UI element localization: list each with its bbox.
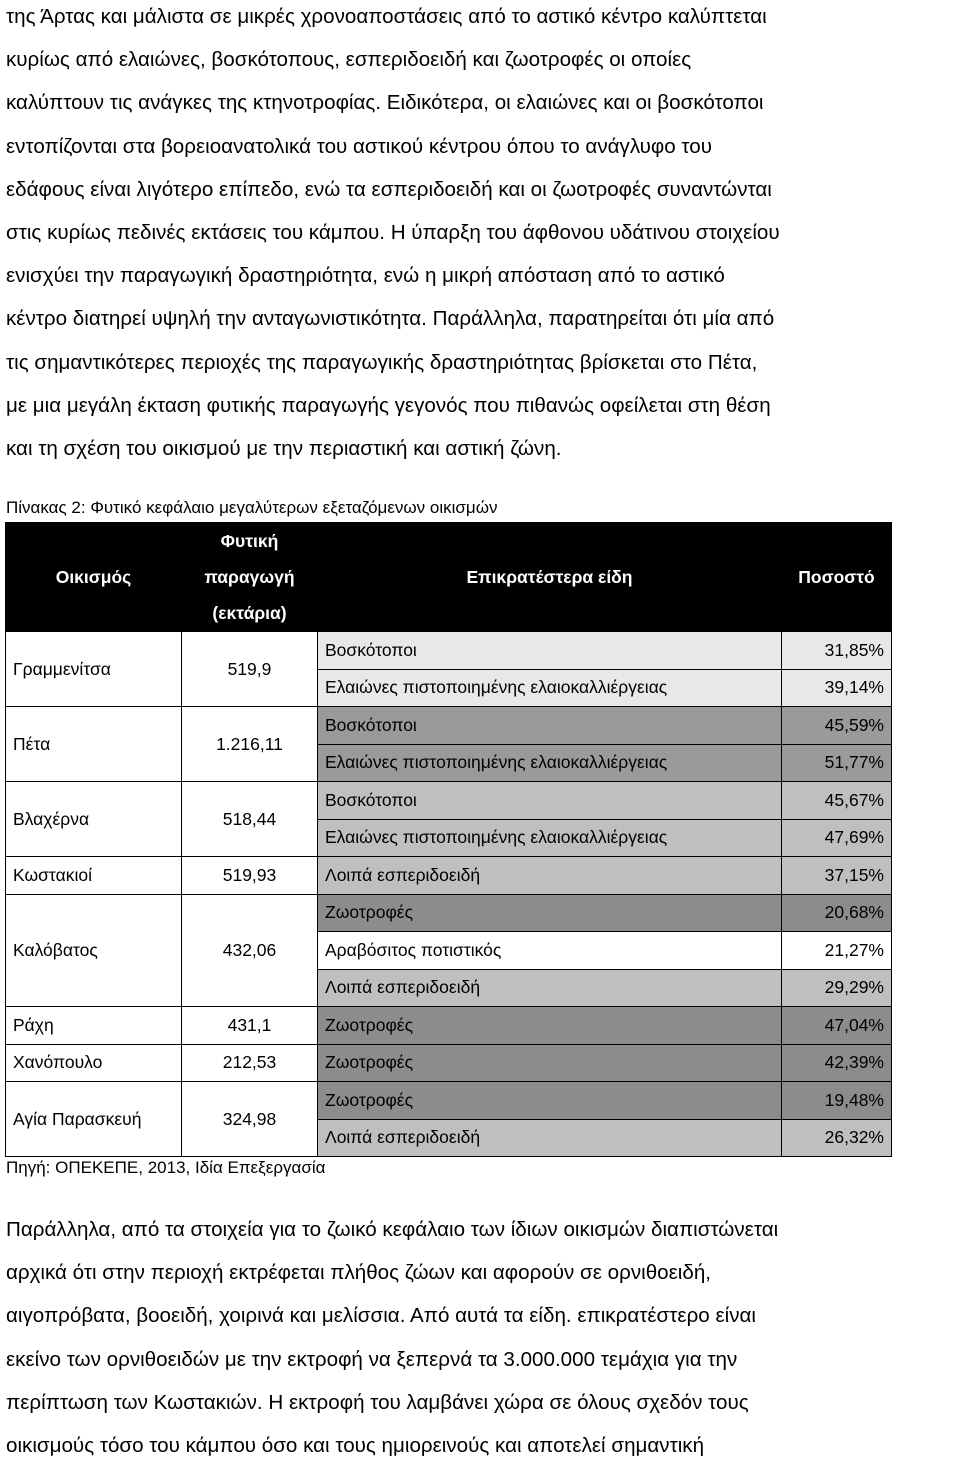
text-line: και τη σχέση του οικισμού με την περιαστική και αστική ζώνη. bbox=[6, 437, 562, 461]
text-line: καλύπτουν τις ανάγκες της κτηνοτροφίας. Ειδικότερα, οι ελαιώνες και οι βοσκότοποι bbox=[6, 91, 764, 115]
area-cell: 324,98 bbox=[182, 1082, 318, 1157]
text-line: αρχικά ότι στην περιοχή εκτρέφεται πλήθος ζώων και αφορούν σε ορνιθοειδή, bbox=[6, 1261, 711, 1285]
intro-paragraph bbox=[6, 0, 960, 470]
area-cell: 518,44 bbox=[182, 782, 318, 857]
area-cell: 519,9 bbox=[182, 632, 318, 707]
species-cell: Βοσκότοποι bbox=[318, 782, 782, 820]
table-row bbox=[6, 1007, 892, 1045]
percent-cell: 21,27% bbox=[782, 932, 892, 970]
text-line: τις σημαντικότερες περιοχές της παραγωγικής δραστηριότητας βρίσκεται στο Πέτα, bbox=[6, 350, 758, 374]
header-species: Επικρατέστερα είδη bbox=[318, 523, 782, 632]
percent-cell: 19,48% bbox=[782, 1082, 892, 1120]
table-row bbox=[6, 1044, 892, 1082]
header-production-line: (εκτάρια) bbox=[212, 603, 287, 623]
settlement-cell: Βλαχέρνα bbox=[6, 782, 182, 857]
settlement-cell: Κωστακιοί bbox=[6, 857, 182, 895]
table-row bbox=[6, 1082, 892, 1120]
header-percent: Ποσοστό bbox=[782, 523, 892, 632]
species-cell: Ελαιώνες πιστοποιημένης ελαιοκαλλιέργειας bbox=[318, 669, 782, 707]
area-cell: 431,1 bbox=[182, 1007, 318, 1045]
percent-cell: 45,67% bbox=[782, 782, 892, 820]
percent-cell: 47,04% bbox=[782, 1007, 892, 1045]
crop-table bbox=[5, 522, 892, 1157]
percent-cell: 26,32% bbox=[782, 1119, 892, 1157]
table-caption: Πίνακας 2: Φυτικό κεφάλαιο μεγαλύτερων εξεταζόμενων οικισμών bbox=[6, 498, 498, 517]
percent-cell: 42,39% bbox=[782, 1044, 892, 1082]
species-cell: Ζωοτροφές bbox=[318, 1044, 782, 1082]
percent-cell: 45,59% bbox=[782, 707, 892, 745]
text-line: εντοπίζονται στα βορειοανατολικά του αστικού κέντρου όπου το ανάγλυφο του bbox=[6, 134, 712, 158]
text-line: οικισμούς τόσο του κάμπου όσο και τους ημιορεινούς και αποτελεί σημαντική bbox=[6, 1434, 705, 1458]
text-line: ενισχύει την παραγωγική δραστηριότητα, ενώ η μικρή απόσταση από το αστικό bbox=[6, 264, 725, 288]
table-row bbox=[6, 707, 892, 745]
species-cell: Βοσκότοποι bbox=[318, 632, 782, 670]
area-cell: 212,53 bbox=[182, 1044, 318, 1082]
percent-cell: 39,14% bbox=[782, 669, 892, 707]
settlement-cell: Ράχη bbox=[6, 1007, 182, 1045]
species-cell: Ζωοτροφές bbox=[318, 1082, 782, 1120]
species-cell: Ζωοτροφές bbox=[318, 1007, 782, 1045]
table-header-row bbox=[6, 523, 892, 632]
percent-cell: 37,15% bbox=[782, 857, 892, 895]
species-cell: Ελαιώνες πιστοποιημένης ελαιοκαλλιέργειας bbox=[318, 744, 782, 782]
species-cell: Λοιπά εσπεριδοειδή bbox=[318, 857, 782, 895]
text-line: περίπτωση των Κωστακιών. Η εκτροφή του λαμβάνει χώρα σε όλους σχεδόν τους bbox=[6, 1390, 749, 1414]
text-line: κέντρο διατηρεί υψηλή την ανταγωνιστικότητα. Παράλληλα, παρατηρείται ότι μία από bbox=[6, 307, 775, 331]
header-production bbox=[182, 523, 318, 632]
species-cell: Αραβόσιτος ποτιστικός bbox=[318, 932, 782, 970]
percent-cell: 51,77% bbox=[782, 744, 892, 782]
text-line: με μια μεγάλη έκταση φυτικής παραγωγής γεγονός που πιθανώς οφείλεται στη θέση bbox=[6, 393, 771, 417]
text-line: της Άρτας και μάλιστα σε μικρές χρονοαποστάσεις από το αστικό κέντρο καλύπτεται bbox=[6, 5, 767, 28]
text-line: εκείνο των ορνιθοειδών με την εκτροφή να ξεπερνά τα 3.000.000 τεμάχια για την bbox=[6, 1347, 738, 1371]
settlement-cell: Γραμμενίτσα bbox=[6, 632, 182, 707]
header-production-line: παραγωγή bbox=[204, 567, 295, 587]
header-settlement: Οικισμός bbox=[6, 523, 182, 632]
species-cell: Ζωοτροφές bbox=[318, 894, 782, 932]
species-cell: Ελαιώνες πιστοποιημένης ελαιοκαλλιέργειας bbox=[318, 819, 782, 857]
header-production-line: Φυτική bbox=[220, 531, 279, 551]
outro-paragraph bbox=[6, 1208, 960, 1467]
area-cell: 432,06 bbox=[182, 894, 318, 1007]
settlement-cell: Καλόβατος bbox=[6, 894, 182, 1007]
area-cell: 519,93 bbox=[182, 857, 318, 895]
text-line: Παράλληλα, από τα στοιχεία για το ζωικό κεφάλαιο των ίδιων οικισμών διαπιστώνεται bbox=[6, 1218, 779, 1241]
text-line: κυρίως από ελαιώνες, βοσκότοπους, εσπεριδοειδή και ζωοτροφές οι οποίες bbox=[6, 48, 692, 72]
text-line: αιγοπρόβατα, βοοειδή, χοιρινά και μελίσσια. Από αυτά τα είδη. επικρατέστερο είναι bbox=[6, 1304, 756, 1328]
species-cell: Λοιπά εσπεριδοειδή bbox=[318, 969, 782, 1007]
table-source: Πηγή: ΟΠΕΚΕΠΕ, 2013, Ιδία Επεξεργασία bbox=[6, 1158, 326, 1177]
settlement-cell: Αγία Παρασκευή bbox=[6, 1082, 182, 1157]
text-line: στις κυρίως πεδινές εκτάσεις του κάμπου. Η ύπαρξη του άφθονου υδάτινου στοιχείου bbox=[6, 221, 780, 245]
table-row bbox=[6, 632, 892, 670]
settlement-cell: Χανόπουλο bbox=[6, 1044, 182, 1082]
table-row bbox=[6, 857, 892, 895]
table-row bbox=[6, 894, 892, 932]
percent-cell: 20,68% bbox=[782, 894, 892, 932]
species-cell: Βοσκότοποι bbox=[318, 707, 782, 745]
text-line: εδάφους είναι λιγότερο επίπεδο, ενώ τα εσπεριδοειδή και οι ζωοτροφές συναντώνται bbox=[6, 177, 772, 201]
settlement-cell: Πέτα bbox=[6, 707, 182, 782]
percent-cell: 31,85% bbox=[782, 632, 892, 670]
percent-cell: 29,29% bbox=[782, 969, 892, 1007]
species-cell: Λοιπά εσπεριδοειδή bbox=[318, 1119, 782, 1157]
table-row bbox=[6, 782, 892, 820]
area-cell: 1.216,11 bbox=[182, 707, 318, 782]
percent-cell: 47,69% bbox=[782, 819, 892, 857]
